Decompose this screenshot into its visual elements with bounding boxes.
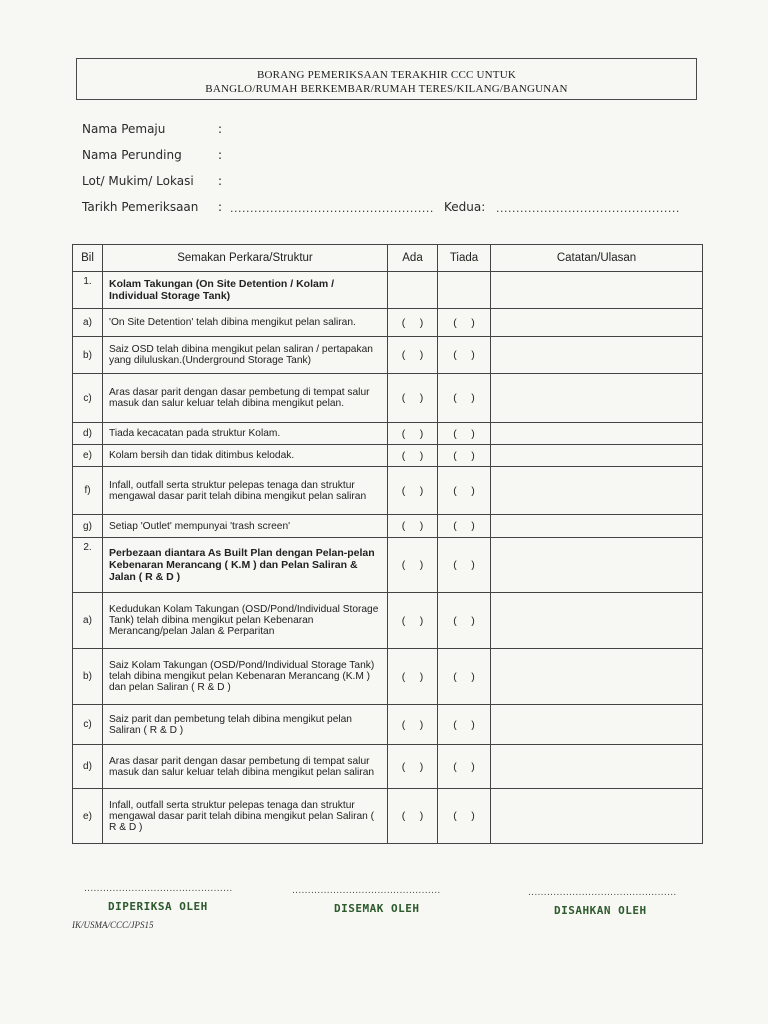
tiada-checkbox[interactable]: ( ) [438, 309, 491, 337]
item-text: Tiada kecacatan pada struktur Kolam. [103, 423, 388, 445]
form-title-box [76, 58, 697, 100]
form-title-line2: BANGLO/RUMAH BERKEMBAR/RUMAH TERES/KILANG/BANGUNAN [205, 83, 568, 95]
kedua-fill-line: .............................................. [496, 202, 680, 215]
table-row [73, 467, 703, 515]
tiada-checkbox[interactable]: ( ) [438, 649, 491, 705]
catatan-cell[interactable] [491, 337, 703, 374]
field-label-perunding: Nama Perunding [82, 148, 182, 162]
tiada-checkbox[interactable]: ( ) [438, 538, 491, 593]
table-row [73, 309, 703, 337]
item-label: c) [73, 374, 103, 423]
field-colon: : [218, 122, 223, 136]
catatan-cell[interactable] [491, 374, 703, 423]
item-label: d) [73, 745, 103, 789]
signature-label-disahkan: DISAHKAN OLEH [554, 904, 647, 917]
field-label-lokasi: Lot/ Mukim/ Lokasi [82, 174, 194, 188]
ada-checkbox[interactable]: ( ) [388, 337, 438, 374]
signature-line-diperiksa: ............................................... [84, 884, 233, 894]
tiada-checkbox[interactable]: ( ) [438, 374, 491, 423]
signature-line-disemak: ............................................... [292, 886, 441, 896]
col-header-catatan: Catatan/Ulasan [491, 245, 703, 272]
form-title-line1: BORANG PEMERIKSAAN TERAKHIR CCC UNTUK [257, 69, 516, 81]
table-row [73, 423, 703, 445]
catatan-cell[interactable] [491, 538, 703, 593]
ada-checkbox[interactable]: ( ) [388, 538, 438, 593]
table-row [73, 445, 703, 467]
table-row [73, 789, 703, 844]
tiada-checkbox[interactable]: ( ) [438, 593, 491, 649]
ada-checkbox[interactable]: ( ) [388, 705, 438, 745]
ada-checkbox[interactable]: ( ) [388, 593, 438, 649]
catatan-cell[interactable] [491, 705, 703, 745]
catatan-cell[interactable] [491, 309, 703, 337]
col-header-bil: Bil [73, 245, 103, 272]
catatan-cell[interactable] [491, 593, 703, 649]
field-label-kedua: Kedua: [444, 200, 486, 214]
table-row [73, 745, 703, 789]
item-label: g) [73, 515, 103, 538]
section-title: Kolam Takungan (On Site Detention / Kolam / Individual Storage Tank) [103, 272, 388, 309]
ada-checkbox[interactable]: ( ) [388, 467, 438, 515]
item-text: Infall, outfall serta struktur pelepas tenaga dan struktur mengawal dasar parit telah dibina mengikut pelan Saliran ( R & D ) [103, 789, 388, 844]
tiada-checkbox[interactable]: ( ) [438, 337, 491, 374]
signature-label-diperiksa: DIPERIKSA OLEH [108, 900, 208, 913]
item-label: e) [73, 445, 103, 467]
catatan-cell[interactable] [491, 467, 703, 515]
field-colon: : [218, 200, 223, 214]
col-header-semakan: Semakan Perkara/Struktur [103, 245, 388, 272]
col-header-ada: Ada [388, 245, 438, 272]
table-header-row [73, 245, 703, 272]
ada-checkbox[interactable]: ( ) [388, 423, 438, 445]
ada-checkbox[interactable]: ( ) [388, 789, 438, 844]
item-label: a) [73, 593, 103, 649]
item-text: Saiz OSD telah dibina mengikut pelan saliran / pertapakan yang diluluskan.(Underground Storage Tank) [103, 337, 388, 374]
catatan-cell [491, 272, 703, 309]
table-row [73, 374, 703, 423]
tiada-checkbox[interactable]: ( ) [438, 467, 491, 515]
field-label-pemaju: Nama Pemaju [82, 122, 166, 136]
section-number: 1. [73, 272, 103, 309]
tiada-cell [438, 272, 491, 309]
item-label: f) [73, 467, 103, 515]
item-text: Infall, outfall serta struktur pelepas tenaga dan struktur mengawal dasar parit telah dibina mengikut pelan saliran [103, 467, 388, 515]
catatan-cell[interactable] [491, 789, 703, 844]
table-row [73, 515, 703, 538]
catatan-cell[interactable] [491, 445, 703, 467]
item-text: Saiz parit dan pembetung telah dibina mengikut pelan Saliran ( R & D ) [103, 705, 388, 745]
item-text: Saiz Kolam Takungan (OSD/Pond/Individual Storage Tank) telah dibina mengikut pelan Kebenaran Merancang (K.M ) dan pelan Saliran ( R & D ) [103, 649, 388, 705]
tarikh-fill-line: ................................................... [230, 202, 434, 215]
catatan-cell[interactable] [491, 423, 703, 445]
item-text: Setiap 'Outlet' mempunyai 'trash screen' [103, 515, 388, 538]
signature-line-disahkan: ............................................... [528, 888, 677, 898]
item-label: d) [73, 423, 103, 445]
section-row [73, 538, 703, 593]
tiada-checkbox[interactable]: ( ) [438, 789, 491, 844]
item-text: Kolam bersih dan tidak ditimbus kelodak. [103, 445, 388, 467]
item-text: Kedudukan Kolam Takungan (OSD/Pond/Individual Storage Tank) telah dibina mengikut pelan Kebenaran Merancang/pelan Jalan & Perparitan [103, 593, 388, 649]
item-text: 'On Site Detention' telah dibina mengikut pelan saliran. [103, 309, 388, 337]
ada-checkbox[interactable]: ( ) [388, 649, 438, 705]
catatan-cell[interactable] [491, 649, 703, 705]
item-label: a) [73, 309, 103, 337]
signature-label-disemak: DISEMAK OLEH [334, 902, 420, 915]
table-row [73, 593, 703, 649]
section-row [73, 272, 703, 309]
field-label-tarikh: Tarikh Pemeriksaan [82, 200, 199, 214]
ada-cell [388, 272, 438, 309]
table-row [73, 705, 703, 745]
tiada-checkbox[interactable]: ( ) [438, 423, 491, 445]
tiada-checkbox[interactable]: ( ) [438, 445, 491, 467]
catatan-cell[interactable] [491, 515, 703, 538]
tiada-checkbox[interactable]: ( ) [438, 705, 491, 745]
item-text: Aras dasar parit dengan dasar pembetung di tempat salur masuk dan salur keluar telah dibina mengikut pelan saliran [103, 745, 388, 789]
tiada-checkbox[interactable]: ( ) [438, 515, 491, 538]
ada-checkbox[interactable]: ( ) [388, 374, 438, 423]
ada-checkbox[interactable]: ( ) [388, 445, 438, 467]
ada-checkbox[interactable]: ( ) [388, 745, 438, 789]
col-header-tiada: Tiada [438, 245, 491, 272]
item-label: e) [73, 789, 103, 844]
tiada-checkbox[interactable]: ( ) [438, 745, 491, 789]
field-colon: : [218, 148, 223, 162]
catatan-cell[interactable] [491, 745, 703, 789]
table-row [73, 649, 703, 705]
ada-checkbox[interactable]: ( ) [388, 515, 438, 538]
inspection-table [72, 244, 703, 844]
section-number: 2. [73, 538, 103, 593]
field-colon: : [218, 174, 223, 188]
item-label: c) [73, 705, 103, 745]
item-text: Aras dasar parit dengan dasar pembetung di tempat salur masuk dan salur keluar telah dibina mengikut pelan. [103, 374, 388, 423]
item-label: b) [73, 337, 103, 374]
form-reference-code: IK/USMA/CCC/JPS15 [72, 920, 154, 930]
section-title: Perbezaan diantara As Built Plan dengan Pelan-pelan Kebenaran Merancang ( K.M ) dan Pelan Saliran & Jalan ( R & D ) [103, 538, 388, 593]
table-row [73, 337, 703, 374]
ada-checkbox[interactable]: ( ) [388, 309, 438, 337]
item-label: b) [73, 649, 103, 705]
